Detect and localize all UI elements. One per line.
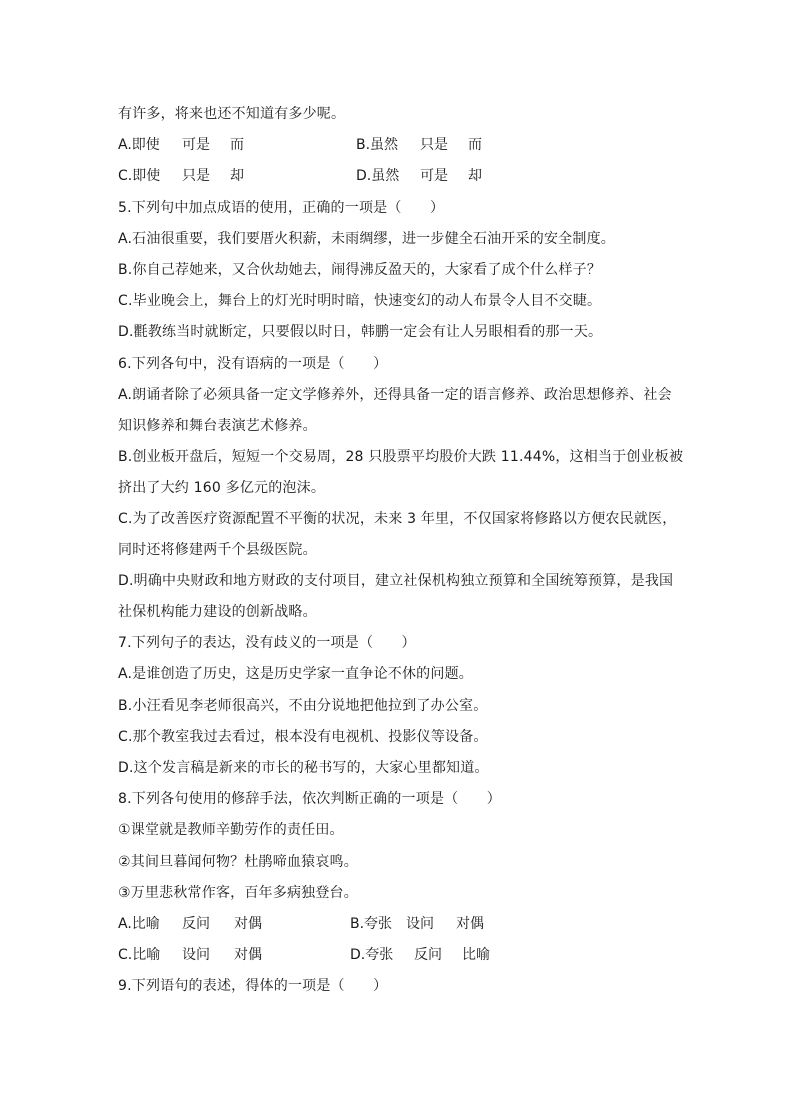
option-q4-c: C.即使 只是 却 <box>118 168 244 184</box>
option-q4-a: A.即使 可是 而 <box>118 137 244 153</box>
question-6-option-a: A.朗诵者除了必须具备一定文学修养外，还得具备一定的语言修养、政治思想修养、社会 <box>118 387 672 403</box>
question-5: 5.下列句中加点成语的使用，正确的一项是（ ） <box>118 200 445 216</box>
question-5-option-b: B.你自己荐她来，又合伙劫她去，闹得沸反盈天的，大家看了成个什么样子？ <box>118 262 602 278</box>
question-6-option-c-cont: 同时还将修建两千个县级医院。 <box>118 542 317 558</box>
question-7: 7.下列句子的表达，没有歧义的一项是（ ） <box>118 635 416 651</box>
question-8: 8.下列各句使用的修辞手法，依次判断正确的一项是（ ） <box>118 791 501 807</box>
option-q4-d: D.虽然 可是 却 <box>356 168 482 184</box>
question-5-option-a: A.石油很重要，我们要厝火积薪，未雨绸缪，进一步健全石油开采的安全制度。 <box>118 231 615 247</box>
question-6-option-c: C.为了改善医疗资源配置不平衡的状况，未来 3 年里，不仅国家将修路以方便农民就医， <box>118 511 677 527</box>
question-8-sentence-3: ③万里悲秋常作客，百年多病独登台。 <box>118 885 358 901</box>
question-9: 9.下列语句的表述，得体的一项是（ ） <box>118 978 388 994</box>
option-q8-c: C.比喻 设问 对偶 <box>118 947 262 963</box>
question-7-option-c: C.那个教室我过去看过，根本没有电视机、投影仪等设备。 <box>118 729 488 745</box>
option-q4-b: B.虽然 只是 而 <box>356 137 482 153</box>
question-6-option-b: B.创业板开盘后，短短一个交易周，28 只股票平均股价大跌 11.44%，这相当于创业板被 <box>118 449 684 465</box>
question-6: 6.下列各句中，没有语病的一项是（ ） <box>118 356 388 372</box>
question-7-option-a: A.是谁创造了历史，这是历史学家一直争论不休的问题。 <box>118 666 473 682</box>
question-6-option-d-cont: 社保机构能力建设的创新战略。 <box>118 604 317 620</box>
option-q8-a: A.比喻 反问 对偶 <box>118 916 262 932</box>
question-7-option-b: B.小汪看见李老师很高兴，不由分说地把他拉到了办公室。 <box>118 698 488 714</box>
question-6-option-d: D.明确中央财政和地方财政的支付项目，建立社保机构独立预算和全国统筹预算，是我国 <box>118 573 674 589</box>
question-8-sentence-2: ②其间旦暮闻何物？杜鹃啼血猿哀鸣。 <box>118 854 358 870</box>
question-6-option-b-cont: 挤出了大约 160 多亿元的泡沫。 <box>118 480 326 496</box>
question-6-option-a-cont: 知识修养和舞台表演艺术修养。 <box>118 418 317 434</box>
option-q8-b: B.夸张 设问 对偶 <box>350 916 484 932</box>
question-8-sentence-1: ①课堂就是教师辛勤劳作的责任田。 <box>118 822 344 838</box>
option-q8-d: D.夸张 反问 比喻 <box>350 947 490 963</box>
question-5-option-d: D.氍教练当时就断定，只要假以时日，韩鹏一定会有让人另眼相看的那一天。 <box>118 324 603 340</box>
question-7-option-d: D.这个发言稿是新来的市长的秘书写的，大家心里都知道。 <box>118 760 489 776</box>
text-line: 有许多，将来也还不知道有多少呢。 <box>118 106 346 122</box>
question-5-option-c: C.毕业晚会上，舞台上的灯光时明时暗，快速变幻的动人布景令人目不交睫。 <box>118 293 602 309</box>
